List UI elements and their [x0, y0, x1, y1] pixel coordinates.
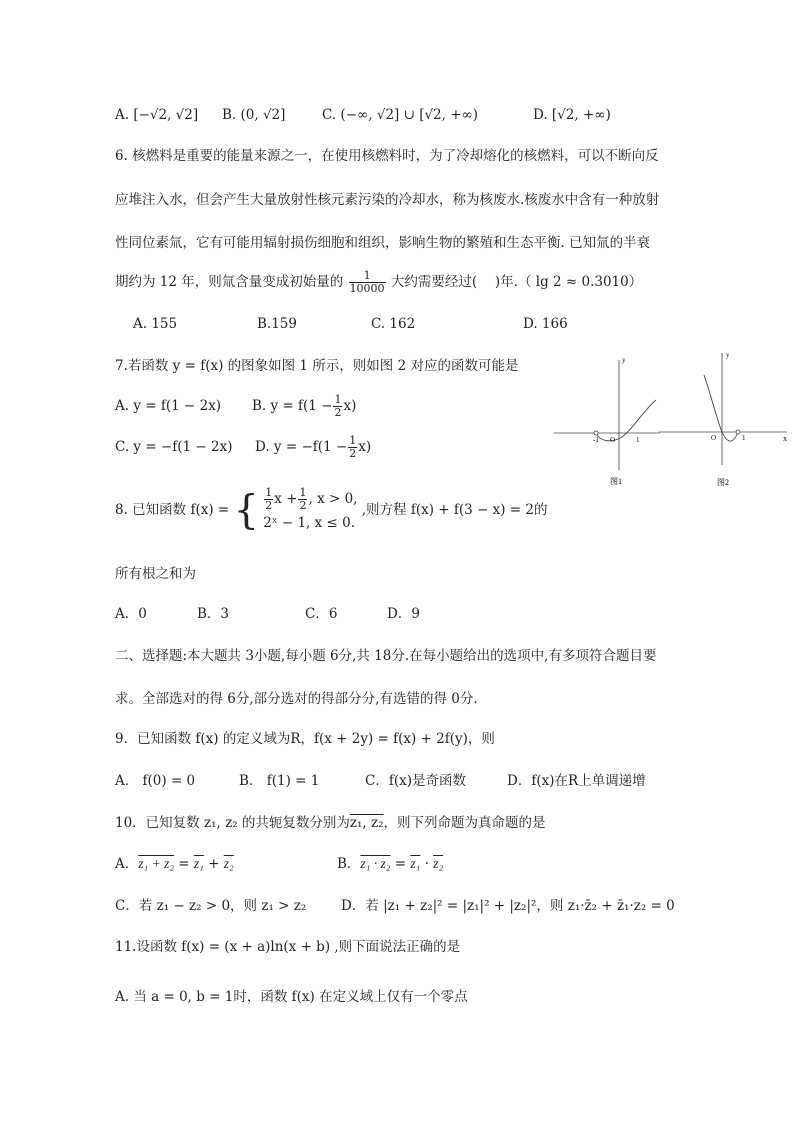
q9-option-c: C．f(x)是奇函数	[365, 773, 466, 789]
q7-option-c: C. y = −f(1 − 2x)	[115, 439, 233, 455]
q8-case-1: $\frac{1}{2}$ x + $\frac{1}{2}$ , x > 0,	[265, 486, 358, 512]
q5-option-b: B. (0, √2]	[222, 107, 286, 123]
q10-stem	[115, 813, 546, 833]
q5-option-c: C. (−∞, √2] ∪ [√2, +∞)	[322, 107, 479, 123]
q10-option-c: C．若 z₁ − z₂ > 0，则 z₁ > z₂	[115, 898, 307, 914]
q10-option-d: D．若 |z₁ + z₂|² = |z₁|² + |z₂|²，则 z₁·z̄₂ + z̄₁·z₂ = 0	[341, 898, 675, 914]
q9-option-d: D．f(x)在R上单调递增	[507, 773, 646, 789]
fig1-point-left	[594, 431, 598, 435]
q7-option-b: B. y = f(1 − $\frac{1}{2}$ x)	[252, 393, 357, 419]
fig1-tick-neg1: -1	[593, 436, 599, 444]
q5-option-a: A. [−√2, √2]	[115, 107, 199, 123]
q7-stem: 7.若函数 y = f(x) 的图象如图 1 所示，则如图 2 对应的函数可能是	[115, 358, 519, 374]
q7-figure-1	[552, 350, 662, 490]
q8-brace: {	[233, 487, 259, 534]
fig1-curve	[596, 400, 656, 441]
fig1-y-label: y	[622, 356, 626, 364]
fig2-curve	[704, 375, 738, 441]
section-2-line-1: 二、选择题:本大题共 3小题,每小题 6分,共 18分.在每小题给出的选项中,有多项符合题目要	[115, 648, 657, 664]
q6-option-c: C. 162	[371, 316, 416, 332]
q8-option-c: C．6	[305, 606, 338, 622]
fig2-origin: O	[711, 434, 717, 442]
q7-row-cd	[115, 433, 372, 461]
q6-fraction	[349, 270, 386, 295]
q6-line-4-pre: 期约为 12 年，则氚含量变成初始量的	[115, 274, 344, 290]
q11-stem: 11.设函数 f(x) = (x + a)ln(x + b) ,则下面说法正确的是	[115, 939, 461, 955]
q7-b-half: $\frac{1}{2}$	[334, 393, 342, 419]
q7-option-a: A. y = f(1 − 2x)	[115, 398, 222, 414]
q6-line-4-post: 大约需要经过( )年.（ lg 2 ≈ 0.3010）	[390, 274, 643, 290]
section-2-line-2: 求。全部选对的得 6分,部分选对的得部分分,有选错的得 0分.	[115, 691, 478, 707]
q11-option-a: A. 当 a = 0, b = 1时，函数 f(x) 在定义域上仅有一个零点	[115, 989, 468, 1005]
q6-fraction-num: 1	[349, 270, 386, 283]
q8-option-b: B．3	[197, 606, 230, 622]
q6-line-4	[115, 269, 642, 295]
q6-option-d: D. 166	[523, 316, 568, 332]
q10-option-a: A．z₁ + z₂ = z₁ + z₂	[115, 856, 234, 872]
q8-stem-pre: 8. 已知函数 f(x) =	[115, 502, 230, 518]
q8-stem	[115, 486, 548, 534]
q6-option-b: B.159	[257, 316, 297, 332]
fig2-tick-1: 1	[742, 434, 746, 442]
q9-option-a: A． f(0) = 0	[115, 773, 196, 789]
q8-piecewise	[263, 487, 357, 534]
q8-option-d: D．9	[387, 606, 420, 622]
q10-stem-post: ，则下列命题为真命题的是	[383, 815, 546, 831]
q9-option-b: B． f(1) = 1	[239, 773, 320, 789]
q8-line-2: 所有根之和为	[115, 566, 196, 582]
q10-stem-pre: 10．已知复数 z₁, z₂ 的共轭复数分别为	[115, 815, 350, 831]
q5-option-d: D. [√2, +∞)	[533, 107, 611, 123]
q8-stem-post: ,则方程 f(x) + f(3 − x) = 2的	[361, 502, 548, 518]
q9-stem: 9．已知函数 f(x) 的定义域为R，f(x + 2y) = f(x) + 2f(y)，则	[115, 731, 495, 747]
q6-line-3: 性同位素氚，它有可能用辐射损伤细胞和组织，影响生物的繁殖和生态平衡. 已知氚的半衰	[115, 235, 651, 251]
q6-fraction-den: 10000	[349, 282, 385, 295]
fig2-x-label: x	[783, 434, 787, 443]
fig2-caption: 图2	[717, 478, 729, 487]
fig1-tick-1: 1	[636, 436, 640, 444]
fig1-origin: O	[610, 436, 616, 444]
q6-line-2: 应堆注入水，但会产生大量放射性核元素污染的冷却水，称为核废水.核废水中含有一种放射	[115, 192, 660, 208]
q7-figure-2	[657, 345, 794, 490]
q7-option-d: D. y = −f(1 − $\frac{1}{2}$ x)	[255, 434, 372, 460]
fig1-caption: 图1	[610, 477, 622, 486]
q7-row-ab	[115, 392, 357, 420]
fig2-y-label: y	[726, 351, 730, 359]
q10-stem-conj: z₁, z₂	[349, 815, 384, 831]
q8-option-a: A．0	[115, 606, 147, 622]
q10-option-b: B．z₁ · z₂ = z₁ · z₂	[337, 856, 444, 872]
q8-case-2: 2ˣ − 1, x ≤ 0.	[263, 515, 356, 531]
q7-d-half: $\frac{1}{2}$	[349, 434, 357, 460]
q6-line-1: 6. 核燃料是重要的能量来源之一，在使用核燃料时，为了冷却熔化的核燃料，可以不断向反	[115, 148, 659, 164]
q6-option-a: A. 155	[133, 316, 178, 332]
fig2-point-right	[736, 430, 740, 434]
